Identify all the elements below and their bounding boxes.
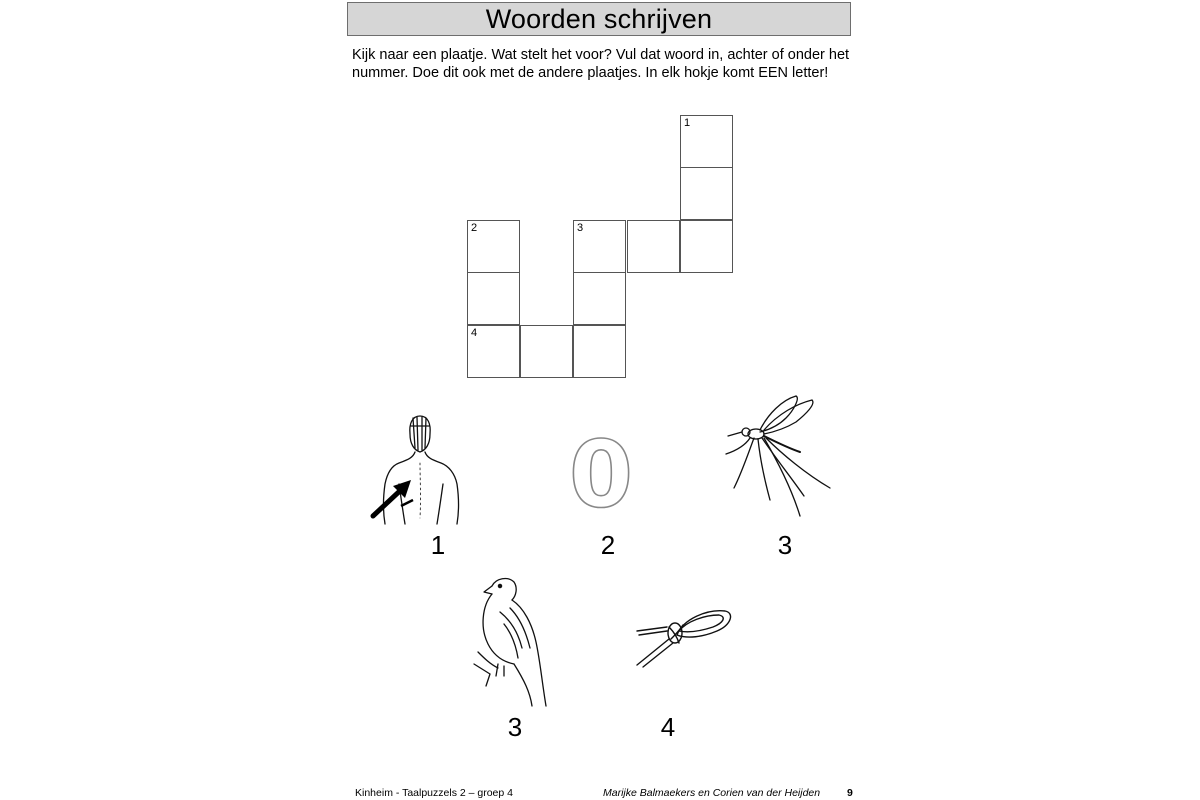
footer-publisher: Kinheim - Taalpuzzels 2 – groep 4 — [355, 787, 513, 799]
bird-icon — [470, 572, 556, 712]
crossword-cell[interactable] — [573, 220, 626, 273]
instructions-text: Kijk naar een plaatje. Wat stelt het voor? Vul dat woord in, achter of onder het nummer. Doe dit ook met de andere plaatjes. In elk hokje komt EEN letter! — [352, 47, 850, 81]
picture-label: 4 — [660, 712, 676, 742]
crossword-cell[interactable] — [573, 272, 626, 325]
back-with-arrow-icon — [365, 408, 475, 526]
clue-number: 1 — [684, 117, 691, 129]
clue-number: 3 — [577, 222, 584, 234]
crossword-cell[interactable] — [627, 220, 680, 273]
page-number: 9 — [847, 787, 853, 799]
footer-authors: Marijke Balmaekers en Corien van der Heijden — [603, 787, 821, 799]
knot-icon — [633, 605, 737, 669]
picture-label: 1 — [430, 530, 446, 560]
page-title-box — [347, 2, 851, 36]
crossword-cell[interactable] — [680, 167, 733, 220]
clue-number: 4 — [471, 327, 478, 339]
crossword-cell[interactable] — [467, 220, 520, 273]
picture-label: 2 — [600, 530, 616, 560]
crossword-cell[interactable] — [573, 325, 626, 378]
letter-o-icon — [565, 432, 637, 512]
picture-label: 3 — [777, 530, 793, 560]
crossword-cell[interactable] — [680, 115, 733, 168]
picture-label: 3 — [507, 712, 523, 742]
crossword-cell[interactable] — [520, 325, 573, 378]
crossword-cell[interactable] — [467, 325, 520, 378]
letter-o-glyph: 0 — [568, 432, 634, 512]
page-title: Woorden schrijven — [485, 3, 713, 34]
mosquito-icon — [720, 392, 846, 522]
crossword-cell[interactable] — [467, 272, 520, 325]
clue-number: 2 — [471, 222, 478, 234]
crossword-cell[interactable] — [680, 220, 733, 273]
